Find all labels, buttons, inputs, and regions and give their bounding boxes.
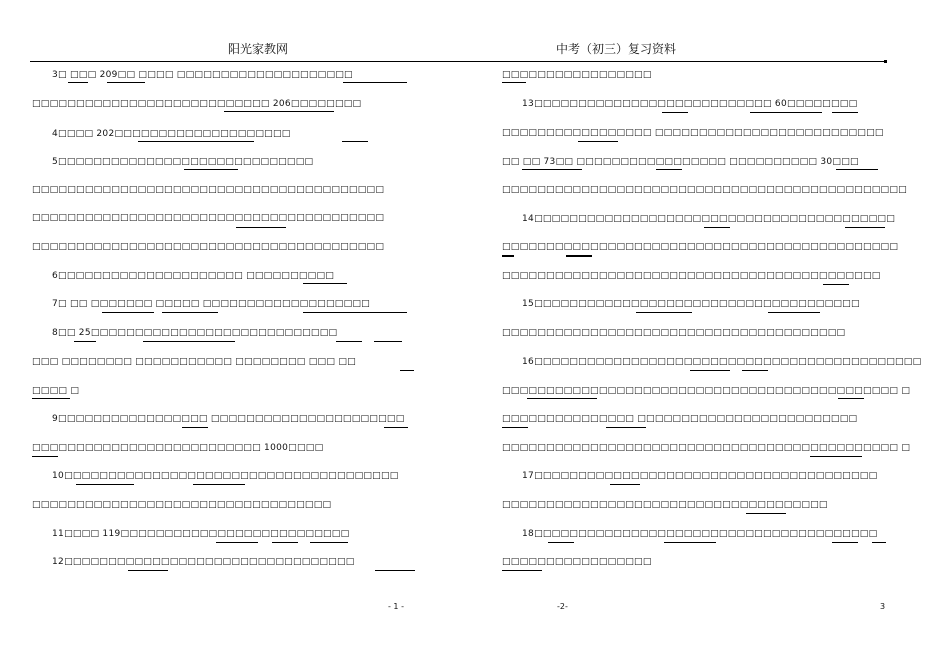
line-text: □□□□□□□□□□□□□□□□□□□□□□□□□□□□□□□□□□□□□□□□□□□□□□ bbox=[502, 185, 907, 195]
line bbox=[522, 356, 921, 368]
line bbox=[52, 327, 337, 339]
answer-blank bbox=[343, 82, 407, 83]
line bbox=[502, 156, 859, 168]
item-number: 13 bbox=[522, 99, 535, 109]
answer-blank bbox=[184, 169, 238, 170]
line-text: □ □□ □□□□□□□ □□□□□ □□□□□□□□□□□□□□□□□□□ bbox=[58, 299, 370, 309]
line-text: □□□□□□□□□□□□□□□□□□□□□□□□□□□□□□□□□□□□□□□□□□□□ bbox=[534, 357, 922, 367]
line-text: □□□□□□□□□□□□□□□□□□□□□□□□□□□□□□□□□□□□□ bbox=[502, 500, 828, 510]
answer-blank bbox=[522, 169, 582, 170]
answer-blank bbox=[384, 427, 408, 428]
line bbox=[52, 128, 291, 140]
line bbox=[502, 556, 652, 568]
line bbox=[52, 298, 370, 310]
answer-blank bbox=[845, 227, 885, 228]
line bbox=[502, 270, 881, 282]
line-text: □□□□□□□□□□□□□□□ □□□□□□□□□□□□□□□□□□□□□□□□□ bbox=[502, 414, 858, 424]
line-text: □□ 25□□□□□□□□□□□□□□□□□□□□□□□□□□□□ bbox=[58, 328, 338, 338]
line-text: □□□□□□□□□□□□□□□□□ □□□□□□□□□□□□□□□□□□□□□□□□□□ bbox=[502, 128, 884, 138]
item-number: 7 bbox=[52, 299, 59, 309]
line-text: □□□□□□□□□□□□□□□□□ bbox=[502, 70, 652, 80]
line-text: □□□□□□□□□□□□□□□□□□□□□□□□□□□□□□□□□□□□□□□□□□□ bbox=[502, 271, 881, 281]
line-text: □□□□□□□□□□□□□□□□□□□□□□□□□□□□□ bbox=[58, 157, 314, 167]
line bbox=[32, 98, 361, 110]
item-number: 15 bbox=[522, 299, 535, 309]
line bbox=[32, 241, 384, 253]
line bbox=[522, 470, 877, 482]
answer-blank bbox=[636, 312, 692, 313]
answer-blank bbox=[502, 570, 542, 571]
answer-blank bbox=[502, 82, 526, 83]
answer-blank bbox=[143, 341, 235, 342]
line bbox=[32, 212, 384, 224]
line-text: □□□□□□□□□□□□□□□□□□□□□□□□□□□□□□□□□□□□□□□□ bbox=[32, 242, 385, 252]
line-text: □□ □□ 73□□ □□□□□□□□□□□□□□□□□ □□□□□□□□□□ 30□□□ bbox=[502, 157, 859, 167]
answer-blank bbox=[193, 484, 245, 485]
line-text: □□□□□□□□□□□□□□□□□□□□□□□□□□□□□□□□□□□□□□□□ bbox=[32, 185, 385, 195]
answer-blank bbox=[502, 255, 514, 257]
line bbox=[522, 528, 877, 540]
line bbox=[52, 270, 334, 282]
answer-blank bbox=[704, 227, 730, 228]
line bbox=[32, 442, 323, 454]
line-text: □□□□□□□□□□□□□□□□□□□□□□□□□□□□□□□□□□□□□□□□ bbox=[32, 213, 385, 223]
answer-blank bbox=[662, 112, 688, 113]
item-number: 6 bbox=[52, 271, 59, 281]
line bbox=[502, 184, 907, 196]
item-number: 10 bbox=[52, 471, 65, 481]
line-text: □□□□□□□□□□□□□□□□□ bbox=[502, 557, 652, 567]
line-text: □□□□□□□□□□□□□□□□□□□□□□□□□□□□□□□□□ bbox=[64, 557, 355, 567]
answer-blank bbox=[823, 284, 849, 285]
answer-blank bbox=[68, 82, 88, 83]
line-text: □□□□□□□□□□□□□□□□□□□□□□□□□□□ 206□□□□□□□□ bbox=[32, 99, 362, 109]
answer-blank bbox=[742, 370, 768, 371]
line-text: □□□□□□□□□□□□□□□□□□□□□□□□□□□□□□□□□□□□□□ bbox=[64, 471, 399, 481]
answer-blank bbox=[746, 513, 786, 514]
line-text: □□□□□□□□□□□□□□□□□□□□□□□□□□□□□□□□□□□□□□□ bbox=[502, 328, 846, 338]
answer-blank bbox=[303, 283, 347, 284]
answer-blank bbox=[342, 141, 368, 142]
line bbox=[502, 413, 857, 425]
item-number: 4 bbox=[52, 129, 59, 139]
page-number-3: 3 bbox=[880, 602, 886, 611]
answer-blank bbox=[74, 341, 96, 342]
line bbox=[522, 298, 860, 310]
answer-blank bbox=[76, 484, 134, 485]
answer-blank bbox=[836, 169, 878, 170]
answer-blank bbox=[872, 542, 886, 543]
line bbox=[522, 213, 895, 225]
item-number: 3 bbox=[52, 70, 59, 80]
answer-blank bbox=[750, 112, 822, 113]
answer-blank bbox=[138, 141, 254, 142]
line bbox=[52, 413, 405, 425]
answer-blank bbox=[832, 542, 858, 543]
item-number: 17 bbox=[522, 471, 535, 481]
item-number: 8 bbox=[52, 328, 59, 338]
line-text: □□□□□□□□□□□□□□□□□□□□□□□□□□□□□□□□□□ bbox=[32, 500, 332, 510]
line-text: □□□□□□□□□□□□□□□□□□□□□□□□□□□□□□□□□□□□□□□□□ bbox=[534, 214, 896, 224]
line bbox=[52, 556, 355, 568]
answer-blank bbox=[32, 398, 70, 399]
line bbox=[502, 127, 884, 139]
line bbox=[52, 69, 353, 81]
header-rule bbox=[30, 61, 886, 62]
answer-blank bbox=[664, 542, 716, 543]
answer-blank bbox=[102, 312, 154, 313]
answer-blank bbox=[502, 427, 528, 428]
line bbox=[52, 470, 399, 482]
line bbox=[32, 499, 331, 511]
answer-blank bbox=[374, 341, 402, 342]
line-text: □□□□ 119□□□□□□□□□□□□□□□□□□□□□□□□□□ bbox=[64, 529, 350, 539]
line bbox=[502, 499, 828, 511]
header-rule-end bbox=[884, 60, 887, 63]
line bbox=[52, 156, 313, 168]
line-text: □□□□□□□□□□□□□□□□□□□□□□□□□□ 1000□□□□ bbox=[32, 443, 324, 453]
line-text: □□□□□□□□□□□□□□□□□□□□□□□□□□□□□□□□□□□□□□□□□□□□□ □ bbox=[502, 386, 911, 396]
answer-blank bbox=[162, 312, 218, 313]
answer-blank bbox=[128, 570, 168, 571]
answer-blank bbox=[272, 542, 298, 543]
line-text: □□□□□□□□□□□□□□□□□□□□□□□□□□□□□□□□□□□□□□□□□□□□□ bbox=[502, 242, 899, 252]
answer-blank bbox=[216, 542, 258, 543]
line-text: □□□□□□□□□□□□□□□□□□□□□ □□□□□□□□□□ bbox=[58, 271, 335, 281]
line-text: □□□□□□□□□□□□□□□□□□□□□□□□□□□□□□□□□□□□□ bbox=[534, 299, 860, 309]
answer-blank bbox=[768, 312, 820, 313]
answer-blank bbox=[610, 484, 640, 485]
line bbox=[502, 442, 910, 454]
line bbox=[502, 241, 898, 253]
answer-blank bbox=[336, 341, 362, 342]
answer-blank bbox=[566, 255, 592, 257]
answer-blank bbox=[838, 398, 864, 399]
line-text: □□□□ 202□□□□□□□□□□□□□□□□□□□□ bbox=[58, 129, 291, 139]
item-number: 16 bbox=[522, 357, 535, 367]
line bbox=[32, 356, 356, 368]
line-text: □□□□□□□□□□□□□□□□□□□□□□□□□□□ 60□□□□□□□□ bbox=[534, 99, 858, 109]
answer-blank bbox=[578, 141, 618, 142]
line bbox=[32, 184, 384, 196]
answer-blank bbox=[656, 169, 682, 170]
header-right-title: 中考（初三）复习资料 bbox=[556, 42, 677, 56]
answer-blank bbox=[832, 112, 858, 113]
answer-blank bbox=[527, 398, 597, 399]
item-number: 14 bbox=[522, 214, 535, 224]
answer-blank bbox=[224, 111, 334, 112]
line-text: □□□□□□□□□□□□□□□□□□□□□□□□□□□□□□□□□□□□□□□ bbox=[534, 471, 878, 481]
page-number-1: - 1 - bbox=[388, 602, 404, 611]
answer-blank bbox=[182, 427, 208, 428]
answer-blank bbox=[310, 542, 348, 543]
answer-blank bbox=[548, 542, 574, 543]
line bbox=[52, 528, 349, 540]
line-text: □□□ □□□□□□□□ □□□□□□□□□□□ □□□□□□□□ □□□ □□ bbox=[32, 357, 356, 367]
item-number: 9 bbox=[52, 414, 59, 424]
line-text: □□□□□□□□□□□□□□□□□ □□□□□□□□□□□□□□□□□□□□□□ bbox=[58, 414, 405, 424]
line-text: □□□□□□□□□□□□□□□□□□□□□□□□□□□□□□□□□□□□□□□□□□□□□ □ bbox=[502, 443, 911, 453]
line bbox=[502, 385, 910, 397]
answer-blank bbox=[32, 456, 58, 457]
answer-blank bbox=[810, 456, 862, 457]
answer-blank bbox=[236, 227, 286, 228]
answer-blank bbox=[690, 370, 730, 371]
line bbox=[502, 69, 652, 81]
header-left-title: 阳光家教网 bbox=[228, 42, 289, 56]
line bbox=[502, 327, 845, 339]
answer-blank bbox=[375, 570, 415, 571]
answer-blank bbox=[107, 82, 145, 83]
answer-blank bbox=[400, 370, 414, 371]
answer-blank bbox=[303, 312, 407, 313]
item-number: 18 bbox=[522, 529, 535, 539]
line bbox=[32, 385, 79, 397]
line-text: □□□□ □ bbox=[32, 386, 80, 396]
item-number: 11 bbox=[52, 529, 65, 539]
item-number: 12 bbox=[52, 557, 65, 567]
answer-blank bbox=[606, 427, 646, 428]
page-number-2: -2- bbox=[557, 602, 568, 611]
line-text: □ □□□ 209□□ □□□□ □□□□□□□□□□□□□□□□□□□□ bbox=[58, 70, 353, 80]
item-number: 5 bbox=[52, 157, 59, 167]
line bbox=[522, 98, 857, 110]
line-text: □□□□□□□□□□□□□□□□□□□□□□□□□□□□□□□□□□□□□□□ bbox=[534, 529, 878, 539]
